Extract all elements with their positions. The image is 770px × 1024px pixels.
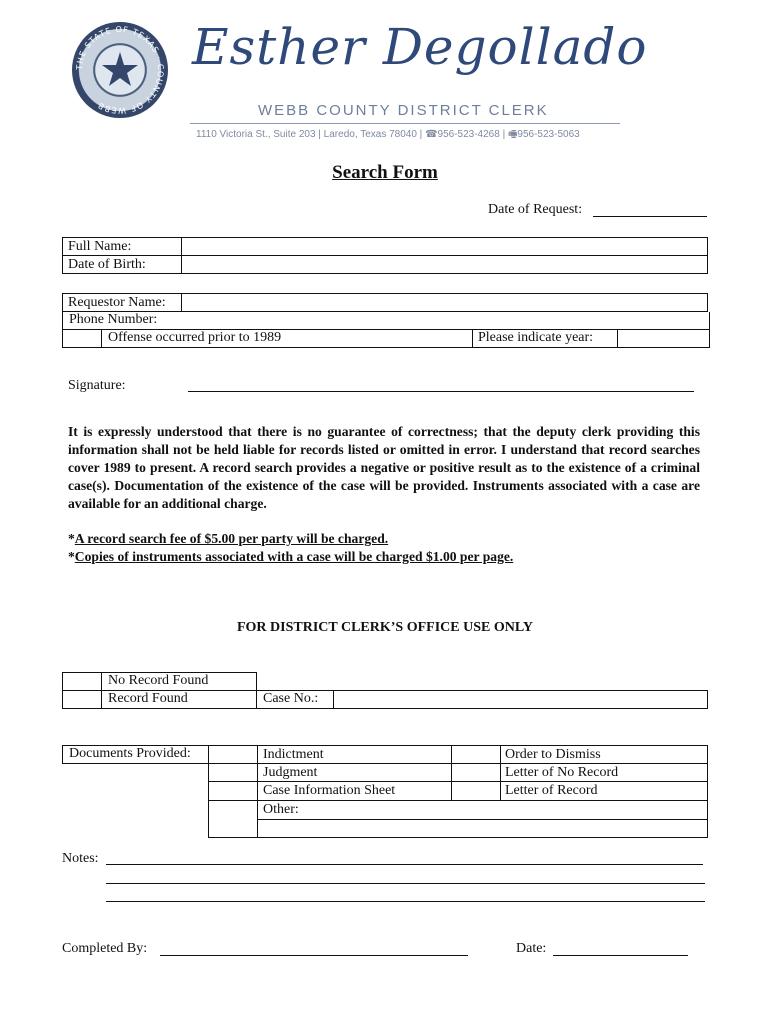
date-of-request-field[interactable] bbox=[593, 216, 707, 217]
phone-number: 956-523-4268 | bbox=[437, 129, 506, 140]
phone-row bbox=[62, 312, 710, 330]
clerk-office: WEBB COUNTY DISTRICT CLERK bbox=[258, 102, 549, 119]
judgment-checkbox[interactable] bbox=[209, 764, 257, 781]
form-title: Search Form bbox=[332, 162, 438, 183]
letter-of-record-checkbox[interactable] bbox=[452, 782, 500, 800]
completion-date-label: Date: bbox=[516, 941, 547, 956]
office-address bbox=[196, 127, 580, 144]
notes-line-3[interactable] bbox=[106, 901, 705, 902]
doc-other: Other: bbox=[263, 802, 299, 817]
county-seal bbox=[72, 22, 168, 118]
prior-1989-checkbox[interactable] bbox=[63, 329, 101, 347]
seal-text: THE STATE OF TEXAS · COUNTY OF WEBB bbox=[74, 24, 166, 116]
dob-field[interactable] bbox=[182, 256, 708, 274]
doc-letter-no-record: Letter of No Record bbox=[505, 765, 619, 780]
full-name-field[interactable] bbox=[182, 238, 708, 256]
prior-1989-row bbox=[62, 329, 710, 348]
dob-label: Date of Birth: bbox=[63, 256, 182, 274]
order-to-dismiss-checkbox[interactable] bbox=[452, 746, 500, 763]
prior-1989-label: Offense occurred prior to 1989 bbox=[108, 330, 282, 345]
full-name-label: Full Name: bbox=[63, 238, 182, 256]
documents-label-cell bbox=[62, 745, 209, 764]
doc-case-info-sheet: Case Information Sheet bbox=[263, 783, 396, 798]
requestor-name-field[interactable] bbox=[182, 294, 708, 312]
street-address: 1110 Victoria St., Suite 203 | Laredo, Texas 78040 | bbox=[196, 129, 423, 140]
notes-label: Notes: bbox=[62, 851, 99, 866]
indictment-checkbox[interactable] bbox=[209, 746, 257, 763]
phone-icon: ☎ bbox=[425, 129, 438, 140]
signature-field[interactable] bbox=[188, 391, 694, 392]
disclaimer-paragraph: It is expressly understood that there is no guarantee of correctness; that the deputy clerk providing this information shall not be held liable for records listed or omitted in error. I understand that record searches cover 1989 to present. A record search provides a negative or positive result as to the existence of a criminal case(s). Documentation of the existence of the case will be provided. Instruments associated with a case are available for an additional charge. bbox=[68, 424, 700, 511]
notes-line-1[interactable] bbox=[106, 864, 703, 865]
doc-judgment: Judgment bbox=[263, 765, 318, 780]
no-record-checkbox[interactable] bbox=[63, 673, 101, 690]
seal-star-icon bbox=[72, 22, 168, 118]
record-found-checkbox[interactable] bbox=[63, 691, 101, 708]
case-no-label: Case No.: bbox=[263, 691, 319, 706]
case-info-sheet-checkbox[interactable] bbox=[209, 782, 257, 800]
letter-no-record-checkbox[interactable] bbox=[452, 764, 500, 781]
doc-indictment: Indictment bbox=[263, 747, 324, 762]
fax-icon: 🖷 bbox=[507, 129, 518, 140]
doc-order-to-dismiss: Order to Dismiss bbox=[505, 747, 601, 762]
header-divider bbox=[190, 123, 620, 124]
requestor-name-label: Requestor Name: bbox=[63, 294, 182, 312]
case-no-row bbox=[256, 690, 708, 709]
search-fee-note: *A record search fee of $5.00 per party will be charged. bbox=[68, 531, 389, 546]
notes-line-2[interactable] bbox=[106, 883, 705, 884]
doc-letter-of-record: Letter of Record bbox=[505, 783, 598, 798]
year-label: Please indicate year: bbox=[478, 330, 594, 345]
requestor-table bbox=[62, 293, 708, 312]
other-checkbox[interactable] bbox=[209, 800, 257, 819]
no-record-label: No Record Found bbox=[108, 673, 209, 688]
completion-date-field[interactable] bbox=[553, 955, 688, 956]
record-result-box bbox=[62, 672, 257, 709]
office-use-heading: FOR DISTRICT CLERK’S OFFICE USE ONLY bbox=[236, 620, 533, 635]
other-docs-area bbox=[208, 800, 708, 838]
fax-number: 956-523-5063 bbox=[517, 129, 580, 140]
completed-by-field[interactable] bbox=[160, 955, 468, 956]
case-no-field[interactable] bbox=[334, 691, 706, 708]
completed-by-label: Completed By: bbox=[62, 941, 148, 956]
clerk-name: Esther Degollado bbox=[192, 18, 648, 76]
copies-fee-note: *Copies of instruments associated with a case will be charged $1.00 per page. bbox=[68, 549, 514, 564]
record-found-label: Record Found bbox=[108, 691, 188, 706]
signature-label: Signature: bbox=[68, 378, 126, 393]
applicant-table bbox=[62, 237, 708, 274]
documents-grid bbox=[208, 745, 708, 801]
other-field[interactable] bbox=[258, 820, 706, 836]
year-field[interactable] bbox=[618, 329, 708, 347]
documents-provided-label: Documents Provided: bbox=[69, 746, 191, 761]
date-of-request-label: Date of Request: bbox=[488, 202, 583, 217]
phone-number-label: Phone Number: bbox=[69, 312, 158, 327]
